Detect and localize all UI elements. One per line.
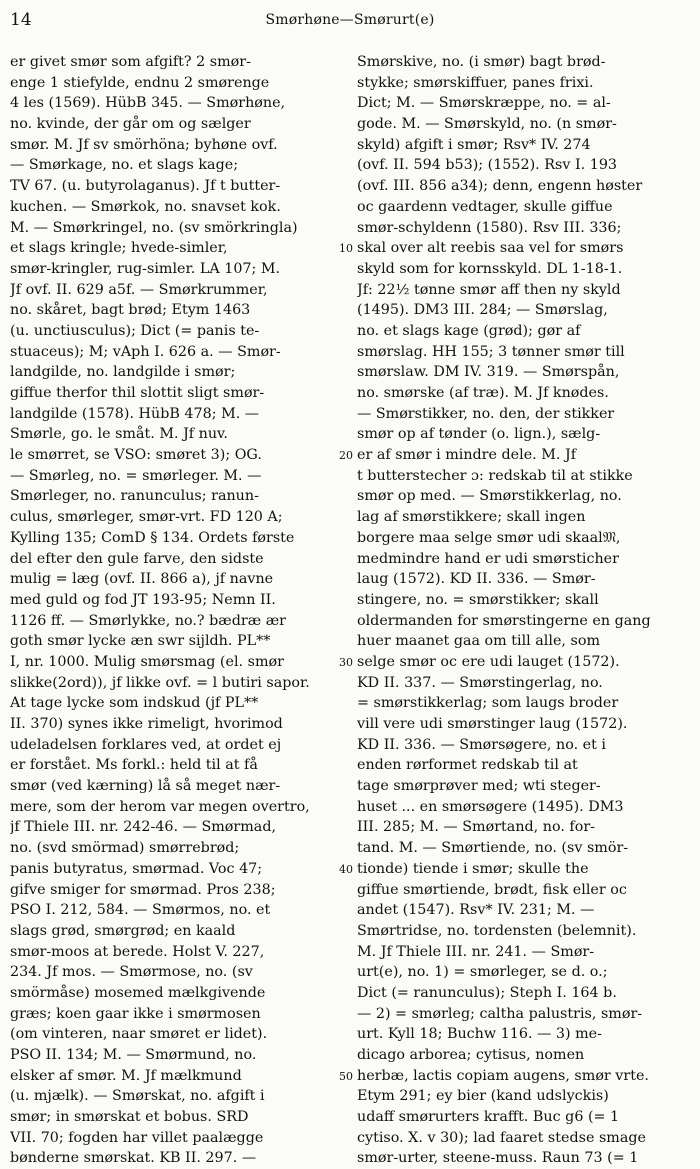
text-line: vill vere udi smørstinger laug (1572).	[357, 716, 628, 732]
text-line: Etym 291; ey bier (kand udslyckis)	[357, 1088, 609, 1105]
text-line: er givet smør som afgift? 2 smør-	[10, 54, 251, 70]
text-line: Jf: 22½ tønne smør aff then ny skyld	[357, 281, 621, 298]
text-line: I, nr. 1000. Mulig smørsmag (el. smør	[10, 653, 284, 670]
line-number: 40	[339, 863, 353, 877]
text-line: kuchen. — Smørkok, no. snavset kok.	[10, 198, 281, 215]
text-line: andet (1547). Rsv* IV. 231; M. —	[357, 902, 595, 919]
text-line: et slags kringle; hvede-simler,	[10, 240, 228, 257]
right-column	[357, 52, 693, 1167]
text-line: tage smørprøver med; wti steger-	[357, 778, 601, 795]
text-line: smør op af tønder (o. lign.), sælg-	[357, 426, 601, 443]
text-line: del efter den gule farve, den sidste	[10, 550, 264, 567]
text-line: medmindre hand er udi smørsticher	[357, 550, 619, 567]
text-line: huer maanet gaa om till alle, som	[357, 633, 600, 650]
text-line: no. (svd smörmad) smørrebrød;	[10, 840, 240, 857]
text-line: no. skåret, bagt brød; Etym 1463	[10, 302, 251, 319]
text-line: mulig = læg (ovf. II. 866 a), jf navne	[10, 571, 274, 588]
text-line: At tage lycke som indskud (jf PL**	[10, 695, 259, 712]
text-line: gode. M. — Smørskyld, no. (n smør-	[357, 116, 617, 133]
text-line: laug (1572). KD II. 336. — Smør-	[357, 571, 596, 588]
text-line: skyld som for kornsskyld. DL 1-18-1.	[357, 260, 623, 277]
text-line: KD II. 337. — Smørstingerlag, no.	[357, 674, 603, 691]
text-line: Jf ovf. II. 629 a5f. — Smørkrummer,	[10, 281, 268, 298]
text-line: (u. unctiusculus); Dict (= panis te-	[10, 322, 260, 339]
text-line: bønderne smørskat. KB II. 297. —	[10, 1150, 257, 1167]
text-line: tionde) tiende i smør; skulle the	[357, 860, 589, 877]
text-line: smør (ved kærning) lå så meget nær-	[10, 778, 281, 795]
text-line: lag af smørstikkere; skall ingen	[357, 509, 586, 526]
text-line: smørslaw. DM IV. 319. — Smørspån,	[357, 364, 620, 381]
text-line: M. — Smørkringel, no. (sv smörkringla)	[10, 219, 298, 236]
page-header	[10, 8, 690, 36]
text-line: 4 les (1569). HübB 345. — Smørhøne,	[10, 95, 286, 112]
text-line: no. et slags kage (grød); gør af	[357, 322, 581, 339]
line-number: 50	[339, 1070, 353, 1084]
text-line: huset ... en smørsøgere (1495). DM3	[357, 798, 624, 815]
text-line: smør-urter, steene-muss. Raun 73 (= 1	[357, 1150, 639, 1167]
text-line: giffue smørtiende, brødt, fisk eller oc	[357, 881, 627, 898]
text-line: — Smørleg, no. = smørleger. M. —	[10, 467, 262, 484]
text-line: — 2) = smørleg; caltha palustris, smør-	[357, 1005, 643, 1022]
text-line: elsker af smør. M. Jf mælkmund	[10, 1067, 242, 1084]
page-number: 14	[10, 10, 32, 30]
text-line: goth smør lycke æn swr sijldh. PL**	[10, 633, 271, 650]
text-line: Smørleger, no. ranunculus; ranun-	[10, 488, 259, 505]
text-line: Dict; M. — Smørskræppe, no. = al-	[357, 95, 611, 112]
text-line: = smørstikkerlag; som laugs broder	[357, 695, 619, 712]
text-line: Smørskive, no. (i smør) bagt brød-	[357, 54, 606, 70]
text-line: selge smør oc ere udi lauget (1572).	[357, 653, 620, 670]
text-line: er af smør i mindre dele. M. Jf	[357, 447, 577, 464]
text-line: udaff smørurters krafft. Buc g6 (= 1	[357, 1109, 620, 1126]
text-line: smør-kringler, rug-simler. LA 107; M.	[10, 260, 281, 277]
text-line: culus, smørleger, smør-vrt. FD 120 A;	[10, 509, 283, 526]
line-number: 20	[339, 449, 353, 463]
text-line: smør op med. — Smørstikkerlag, no.	[357, 488, 622, 505]
text-line: cytiso. X. v 30); lad faaret stedse smage	[357, 1129, 646, 1146]
text-line: oc gaardenn vedtager, skulle giffue	[357, 198, 613, 215]
text-line: M. Jf Thiele III. nr. 241. — Smør-	[357, 943, 595, 960]
text-line: slikke(2ord)), jf likke ovf. = l butiri sapor.	[10, 674, 310, 691]
text-line: (ovf. II. 594 b53); (1552). Rsv I. 193	[357, 157, 618, 174]
text-line: græs; koen gaar ikke i smørmosen	[10, 1005, 261, 1022]
text-line: enden rørformet redskab til at	[357, 757, 578, 774]
text-line: (om vinteren, naar smøret er lidet).	[10, 1026, 268, 1043]
text-line: Smørtridse, no. tordensten (belemnit).	[357, 922, 637, 939]
text-line: 1126 ff. — Smørlykke, no.? bædræ ær	[10, 612, 286, 629]
running-head: Smørhøne—Smørurt(e)	[265, 12, 435, 28]
text-line: landgilde (1578). HübB 478; M. —	[10, 405, 260, 422]
text-line: skyld) afgift i smør; Rsv* IV. 274	[357, 136, 591, 153]
text-line: 234. Jf mos. — Smørmose, no. (sv	[10, 964, 253, 981]
text-line: (1495). DM3 III. 284; — Smørslag,	[357, 302, 608, 319]
text-line: smörmåse) mosemed mælkgivende	[10, 984, 266, 1001]
text-line: le smørret, se VSO: smøret 3); OG.	[10, 447, 262, 464]
text-line: er forstået. Ms forkl.: held til at få	[10, 757, 258, 774]
text-line: TV 67. (u. butyrolaganus). Jf t butter-	[10, 178, 281, 195]
text-line: mere, som der herom var megen overtro,	[10, 798, 310, 815]
text-line: stingere, no. = smørstikker; skall	[357, 591, 599, 608]
text-line: PSO II. 134; M. — Smørmund, no.	[10, 1047, 257, 1063]
text-line: VII. 70; fogden har villet paalægge	[10, 1129, 264, 1146]
text-line: herbæ, lactis copiam augens, smør vrte.	[357, 1067, 649, 1084]
text-line: smør. M. Jf sv smörhöna; byhøne ovf.	[10, 136, 278, 153]
line-number: 10	[339, 242, 353, 256]
text-line: smør-schyldenn (1580). Rsv III. 336;	[357, 219, 622, 236]
text-line: III. 285; M. — Smørtand, no. for-	[357, 819, 595, 836]
text-line: II. 370) synes ikke rimeligt, hvorimod	[10, 716, 283, 732]
text-line: dicago arborea; cytisus, nomen	[357, 1047, 585, 1063]
text-line: urt. Kyll 18; Buchw 116. — 3) me-	[357, 1026, 602, 1043]
text-line: KD II. 336. — Smørsøgere, no. et i	[357, 736, 607, 753]
text-line: urt(e), no. 1) = smørleger, se d. o.;	[357, 964, 608, 981]
left-column	[10, 52, 332, 1167]
text-line: gifve smiger for smørmad. Pros 238;	[10, 881, 276, 898]
text-line: (u. mjælk). — Smørskat, no. afgift i	[10, 1088, 265, 1105]
text-line: no. smørske (af træ). M. Jf knødes.	[357, 385, 609, 401]
text-line: oldermanden for smørstingerne en gang	[357, 612, 651, 629]
text-line: enge 1 stiefylde, endnu 2 smørenge	[10, 74, 270, 91]
text-line: smør-moos at berede. Holst V. 227,	[10, 943, 265, 960]
text-line: med guld og fod JT 193-95; Nemn II.	[10, 591, 276, 608]
text-line: — Smørkage, no. et slags kage;	[10, 157, 239, 174]
text-line: smør; in smørskat et bobus. SRD	[10, 1109, 249, 1126]
text-line: skal over alt reebis saa vel for smørs	[357, 240, 624, 257]
text-line: udeladelsen forklares ved, at ordet ej	[10, 736, 282, 753]
text-line: tand. M. — Smørtiende, no. (sv smör-	[357, 840, 629, 857]
text-line: PSO I. 212, 584. — Smørmos, no. et	[10, 902, 271, 919]
text-line: Kylling 135; ComD § 134. Ordets første	[10, 529, 295, 546]
text-line: (ovf. III. 856 a34); denn, engenn høster	[357, 178, 643, 195]
text-line: smørslag. HH 155; 3 tønner smør till	[357, 343, 625, 360]
text-line: t butterstecher ɔ: redskab til at stikke	[357, 467, 633, 484]
text-line: landgilde, no. landgilde i smør;	[10, 364, 236, 381]
text-line: borgere maa selge smør udi skaal𝔐,	[357, 529, 621, 546]
text-line: Smørle, go. le småt. M. Jf nuv.	[10, 426, 228, 443]
line-number: 30	[339, 656, 353, 670]
text-line: stuaceus); M; vAph I. 626 a. — Smør-	[10, 343, 281, 360]
text-line: stykke; smørskiffuer, panes frixi.	[357, 74, 594, 91]
text-line: Dict (= ranunculus); Steph I. 164 b.	[357, 984, 617, 1001]
text-line: slags grød, smørgrød; en kaald	[10, 922, 236, 939]
text-line: — Smørstikker, no. den, der stikker	[357, 405, 615, 422]
text-line: no. kvinde, der går om og sælger	[10, 116, 251, 133]
text-line: panis butyratus, smørmad. Voc 47;	[10, 860, 263, 877]
text-line: giffue therfor thil slottit sligt smør-	[10, 385, 265, 401]
text-line: jf Thiele III. nr. 242-46. — Smørmad,	[10, 819, 277, 836]
